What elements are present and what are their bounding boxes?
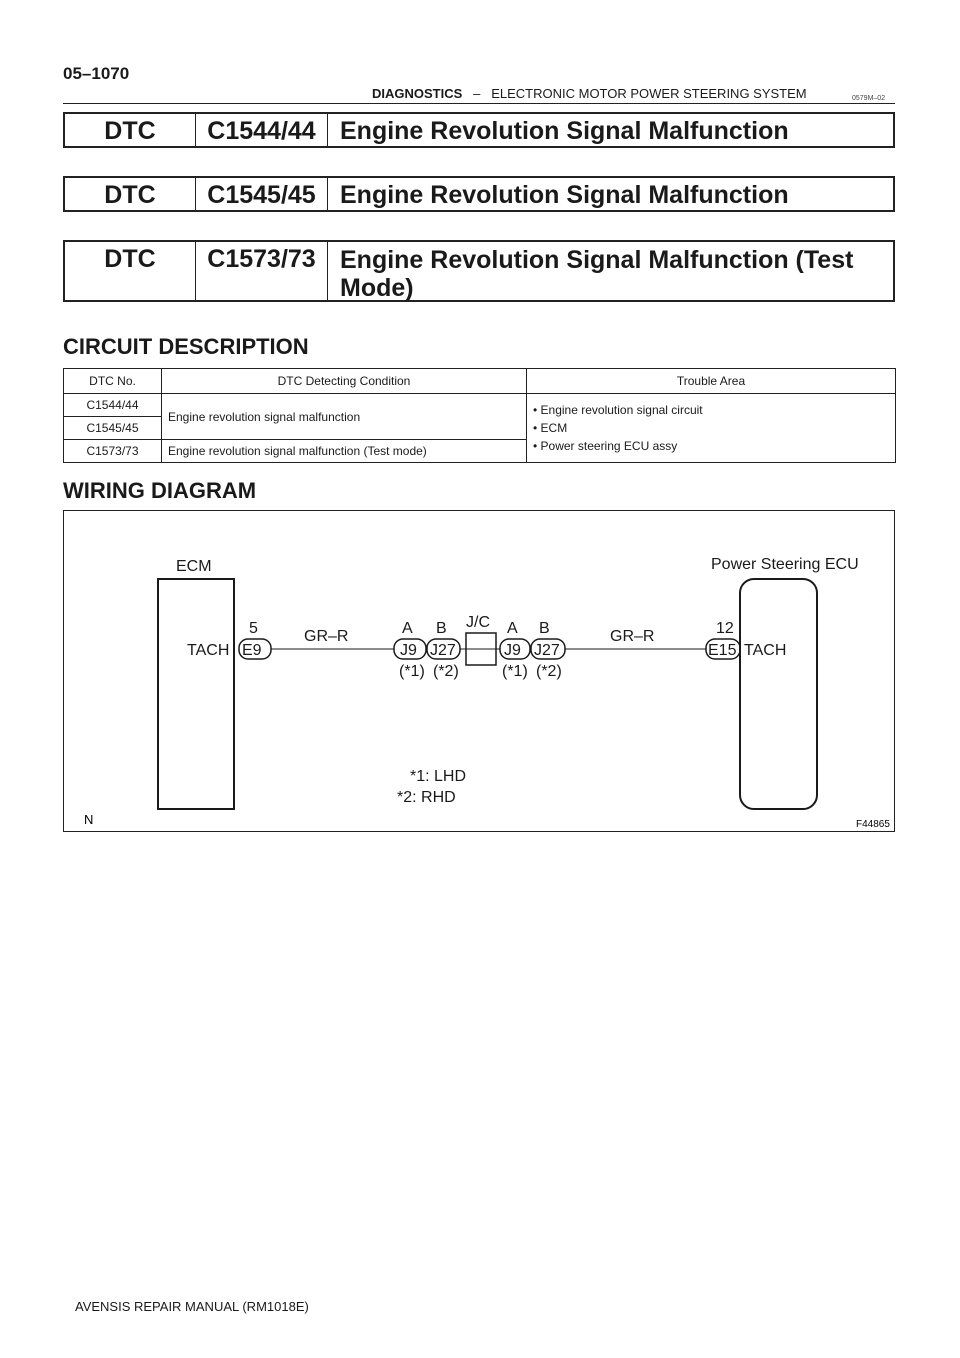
jc-right-note-1: (*1) xyxy=(502,663,528,680)
dtc-label: DTC xyxy=(65,242,196,300)
ecu-pin-number: 12 xyxy=(716,620,734,637)
dtc-box-c1573 xyxy=(63,240,895,302)
dtc-table xyxy=(63,368,896,463)
corner-mark: N xyxy=(84,812,94,827)
jc-label: J/C xyxy=(466,614,490,631)
header-separator: – xyxy=(473,86,481,101)
jc-left-letter-b: B xyxy=(436,620,447,637)
dtc-code: C1545/45 xyxy=(196,178,328,210)
connector-j9-left-label: J9 xyxy=(400,642,417,659)
note-rhd: *2: RHD xyxy=(397,789,456,806)
section-name: DIAGNOSTICS xyxy=(372,86,463,101)
dtc-code-cell: C1545/45 xyxy=(64,417,162,440)
header-rule xyxy=(63,103,895,104)
dtc-label: DTC xyxy=(65,114,196,146)
figure-id: F44865 xyxy=(856,819,890,830)
jc-right-letter-a: A xyxy=(507,620,518,637)
dtc-box-c1544 xyxy=(63,112,895,148)
connector-e15-label: E15 xyxy=(708,642,737,659)
dtc-label: DTC xyxy=(65,178,196,210)
trouble-area-cell xyxy=(527,394,896,463)
wiring-diagram-svg xyxy=(64,511,896,833)
dtc-title: Engine Revolution Signal Malfunction xyxy=(340,181,789,209)
page-number: 05–1070 xyxy=(63,64,130,83)
dtc-box-c1545 xyxy=(63,176,895,212)
col-trouble-area: Trouble Area xyxy=(527,369,896,394)
trouble-area-item: • Power steering ECU assy xyxy=(533,439,678,453)
col-dtc-no: DTC No. xyxy=(64,369,162,394)
dtc-code-cell: C1544/44 xyxy=(64,394,162,417)
connector-j9-right-label: J9 xyxy=(504,642,521,659)
doc-code: 0579M–02 xyxy=(852,95,886,102)
connector-e9-label: E9 xyxy=(242,642,262,659)
wiring-diagram xyxy=(63,510,895,832)
power-steering-ecu-box xyxy=(740,579,817,809)
wire-color-left: GR–R xyxy=(304,628,349,645)
dtc-title-line1: Engine Revolution Signal Malfunction (Test xyxy=(340,246,854,274)
subsection-name: ELECTRONIC MOTOR POWER STEERING SYSTEM xyxy=(491,86,807,101)
dtc-code: C1544/44 xyxy=(196,114,328,146)
ecu-terminal-label: TACH xyxy=(744,642,787,659)
dtc-code-cell: C1573/73 xyxy=(64,440,162,463)
wiring-diagram-title: WIRING DIAGRAM xyxy=(63,478,257,503)
ecm-label: ECM xyxy=(176,558,212,575)
dtc-title-line2: Mode) xyxy=(340,274,414,302)
table-row xyxy=(64,394,896,417)
col-condition: DTC Detecting Condition xyxy=(162,369,527,394)
connector-j27-left-label: J27 xyxy=(430,642,456,659)
table-header-row xyxy=(64,369,896,394)
jc-left-letter-a: A xyxy=(402,620,413,637)
jc-right-letter-b: B xyxy=(539,620,550,637)
header-section xyxy=(372,86,807,101)
ecm-box xyxy=(158,579,234,809)
trouble-area-item: • Engine revolution signal circuit xyxy=(533,403,703,417)
jc-left-note-1: (*1) xyxy=(399,663,425,680)
ecm-pin-number: 5 xyxy=(249,620,258,637)
power-steering-ecu-label: Power Steering ECU xyxy=(711,556,859,573)
dtc-title: Engine Revolution Signal Malfunction xyxy=(340,117,789,145)
condition-cell: Engine revolution signal malfunction (Test mode) xyxy=(162,440,527,463)
trouble-area-item: • ECM xyxy=(533,421,568,435)
wire-color-right: GR–R xyxy=(610,628,655,645)
dtc-title xyxy=(328,242,893,300)
jc-right-note-2: (*2) xyxy=(536,663,562,680)
circuit-description-title: CIRCUIT DESCRIPTION xyxy=(63,334,309,359)
connector-j27-right-label: J27 xyxy=(534,642,560,659)
ecm-terminal-label: TACH xyxy=(187,642,230,659)
condition-cell: Engine revolution signal malfunction xyxy=(162,394,527,440)
note-lhd: *1: LHD xyxy=(410,768,467,785)
dtc-code: C1573/73 xyxy=(196,242,328,300)
jc-left-note-2: (*2) xyxy=(433,663,459,680)
footer: AVENSIS REPAIR MANUAL (RM1018E) xyxy=(75,1299,309,1314)
